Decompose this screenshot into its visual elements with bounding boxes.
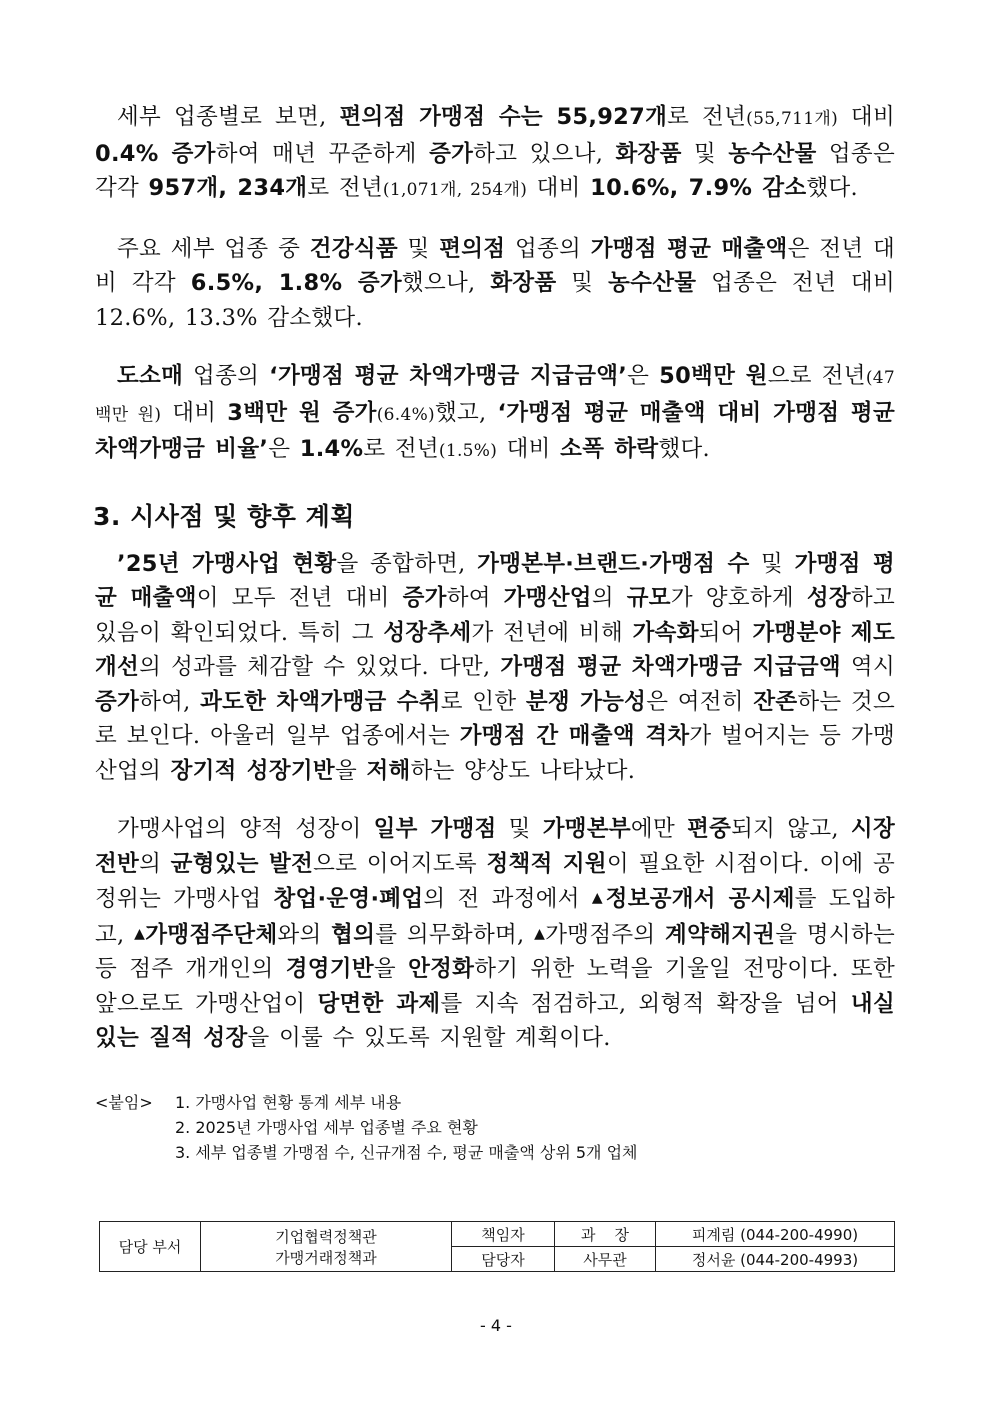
paragraph-average-sales: 주요 세부 업종 중 건강식품 및 편의점 업종의 가맹점 평균 매출액은 전년 대비 각각 6.5%, 1.8% 증가했으나, 화장품 및 농수산물 업종은 전년 대비 12.6%, 13.3% 감소했다. <box>95 235 895 331</box>
attachment-item: 3. 세부 업종별 가맹점 수, 신규개점 수, 평균 매출액 상위 5개 업체 <box>175 1142 638 1162</box>
page-number: - 4 - <box>480 1316 512 1335</box>
paragraph-implications: ’25년 가맹사업 현황을 종합하면, 가맹본부·브랜드·가맹점 수 및 가맹점 평균 매출액이 모두 전년 대비 증가하여 가맹산업의 규모가 양호하게 성장하고 있음이 확인되었다. 특히 그 성장추세가 전년에 비해 가속화되어 가맹분야 제도개선의 성과를 체감할 수 있었다. 다만, 가맹점 평균 차액가맹금 지급금액 역시 증가하여, 과도한 차액가맹금 수취로 인한 분쟁 가능성은 여전히 잔존하는 것으로 보인다. 아울러 일부 업종에서는 가맹점 간 매출액 격차가 벌어지는 등 가맹산업의 장기적 성장기반을 저해하는 양상도 나타났다. <box>95 550 896 784</box>
person-staff: 정서윤 (044-200-4993) <box>656 1247 895 1272</box>
person-responsible: 피계림 (044-200-4990) <box>656 1222 895 1247</box>
attachment-item: 2. 2025년 가맹사업 세부 업종별 주요 현황 <box>175 1117 478 1137</box>
document-body <box>95 100 895 1165</box>
dept-names: 기업협력정책관 가맹거래정책과 <box>201 1222 452 1272</box>
triangle-bullet-icon: ▲ <box>534 925 546 942</box>
role-staff: 담당자 <box>452 1247 555 1272</box>
paragraph-future-plan: 가맹사업의 양적 성장이 일부 가맹점 및 가맹본부에만 편중되지 않고, 시장 전반의 균형있는 발전으로 이어지도록 정책적 지원이 필요한 시점이다. 이에 공정위는 가맹사업 창업·운영·폐업의 전 과정에서 ▲정보공개서 공시제를 도입하고, ▲가맹점주단체와의 협의를 의무화하며, ▲가맹점주의 계약해지권을 명시하는 등 점주 개개인의 경영기반을 안정화하기 위한 노력을 기울일 전망이다. 또한 앞으로도 가맹산업이 당면한 과제를 지속 점검하고, 외형적 확장을 넘어 내실 있는 질적 성장을 이룰 수 있도록 지원할 계획이다. <box>95 816 895 1051</box>
attachments-list <box>95 1090 895 1165</box>
section-heading: 3. 시사점 및 향후 계획 <box>93 501 355 531</box>
title-staff: 사무관 <box>555 1247 656 1272</box>
paragraph-margin-fee: 도소매 업종의 ‘가맹점 평균 차액가맹금 지급금액’은 50백만 원으로 전년(47백만 원) 대비 3백만 원 증가(6.4%)했고, ‘가맹점 평균 매출액 대비 가맹점 평균 차액가맹금 비율’은 1.4%로 전년(1.5%) 대비 소폭 하락했다. <box>95 363 896 462</box>
contact-table <box>99 1221 895 1272</box>
triangle-bullet-icon: ▲ <box>591 890 606 906</box>
role-responsible: 책임자 <box>452 1222 555 1247</box>
title-responsible: 과 장 <box>555 1222 656 1247</box>
triangle-bullet-icon: ▲ <box>134 925 146 942</box>
paragraph-subsector-store-count: 세부 업종별로 보면, 편의점 가맹점 수는 55,927개로 전년(55,711개) 대비 0.4% 증가하여 매년 꾸준하게 증가하고 있으나, 화장품 및 농수산물 업종은 각각 957개, 234개로 전년(1,071개, 254개) 대비 10.6%, 7.9% 감소했다. <box>95 104 895 201</box>
attachment-item: 1. 가맹사업 현황 통계 세부 내용 <box>175 1092 402 1112</box>
attachments-label: <붙임> <box>95 1092 153 1112</box>
dept-label: 담당 부서 <box>100 1222 201 1272</box>
